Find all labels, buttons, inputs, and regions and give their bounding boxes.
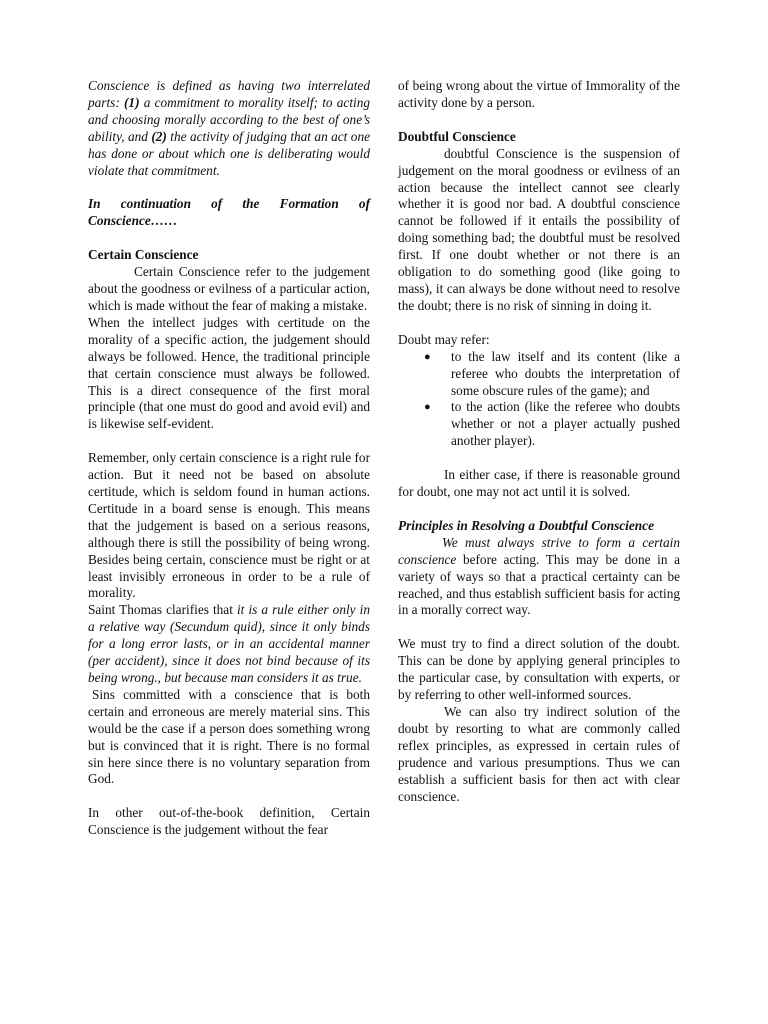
bullet-text: to the action (like the referee who doubts whether or not a player actually pushed another player). [451, 399, 680, 449]
conscience-definition [88, 78, 370, 179]
saint-thomas-lead: Saint Thomas clarifies that [88, 602, 237, 618]
bullet-icon: ● [424, 401, 431, 414]
indirect-solution-paragraph: We can also try indirect solution of the doubt by resorting to what are commonly called reflex principles, as expressed in certain rules of prudence and various presumptions. Thus we can establish a sufficient basis for then act with clear conscience. [398, 704, 680, 804]
principles-heading: Principles in Resolving a Doubtful Conscience [398, 517, 654, 533]
definition-marker-1: (1) [124, 94, 140, 110]
continued-paragraph: of being wrong about the virtue of Immorality of the activity done by a person. [398, 78, 680, 110]
remember-paragraph: Remember, only certain conscience is a right rule for action. But it need not be based on absolute certitude, which is seldom found in human actions. Certitude in a board sense is enough. This means that the judgement is based on a serious reasons, although there is still the possibility of being wrong. Besides being certain, conscience must be right or at least invisibly erroneous in order to be a rule of morality. [88, 450, 370, 601]
definition-text-2: a commitment to morality itself; to acting and choosing morally according to the best of one’s ability, and [88, 94, 371, 144]
other-definition-paragraph: In other out-of-the-book definition, Certain Conscience is the judgement without the fear [88, 805, 370, 838]
either-case-paragraph: In either case, if there is reasonable ground for doubt, one may not act until it is solved. [398, 467, 680, 500]
doubt-may-refer-label: Doubt may refer: [398, 331, 490, 347]
continuation-heading: In continuation of the Formation of Conscience…… [88, 196, 370, 229]
doubtful-conscience-heading: Doubtful Conscience [398, 128, 516, 144]
definition-text-3: the activity of judging that an act one has done or about which one is deliberating would violate that commitment. [88, 128, 370, 178]
bullet-text: to the law itself and its content (like a referee who doubts the interpretation of some obscure rules of the game); and [451, 348, 680, 398]
doubt-bullet-list [398, 349, 680, 450]
doubtful-conscience-paragraph: doubtful Conscience is the suspension of judgement on the moral goodness or evilness of an action because the intellect cannot see clearly whether it is good nor bad. A doubtful conscience cannot be followed if it entails the possibility of doing something bad; the doubtful must be resolved first. If one doubt whether or not there is an obligation to do something good (like going to mass), it can always be done without need to resolve the doubt; there is no risk of sinning in doing it. [398, 145, 680, 313]
definition-marker-2: (2) [151, 128, 167, 144]
sins-paragraph: Sins committed with a conscience that is both certain and erroneous are merely material sins. This would be the case if a person does something wrong but is convinced that it is right. There is no formal sin here since there is no voluntary separation from God. [88, 686, 370, 787]
saint-thomas-quote: it is a rule either only in a relative way (Secundum quid), since it only binds for a long error lasts, or in an accidental manner (per accident), since it does not bind because of its being wrong., but because man considers it as true. [88, 602, 370, 685]
certain-conscience-heading: Certain Conscience [88, 247, 199, 263]
strive-paragraph [398, 535, 680, 620]
bullet-icon: ● [424, 350, 431, 363]
certain-conscience-paragraph: Certain Conscience refer to the judgement about the goodness or evilness of a particular action, which is made without the fear of making a mistake. [88, 264, 370, 313]
intellect-judges-paragraph: When the intellect judges with certitude on the morality of a specific action, the judgement should always be followed. Hence, the traditional principle that certain conscience must always be followed. This is a direct consequence of the first moral principle (that one must do good and avoid evil) and is likewise self-evident. [88, 314, 370, 432]
strive-plain-text: before acting. This may be done in a variety of ways so that a practical certainty can be reached, and thus establish sufficient basis for acting in a morally correct way. [398, 551, 680, 618]
direct-solution-paragraph: We must try to find a direct solution of the doubt. This can be done by applying general principles to the particular case, by consultation with experts, or by referring to other well-informed sources. [398, 636, 680, 703]
right-column [398, 78, 680, 805]
strive-italic-text: We must always strive to form a certain conscience [398, 534, 680, 567]
list-item [424, 349, 680, 400]
definition-text-1: Conscience is defined as having two interrelated parts: [88, 78, 370, 110]
left-column [88, 78, 370, 839]
saint-thomas-paragraph [88, 602, 370, 687]
list-item [424, 399, 680, 450]
